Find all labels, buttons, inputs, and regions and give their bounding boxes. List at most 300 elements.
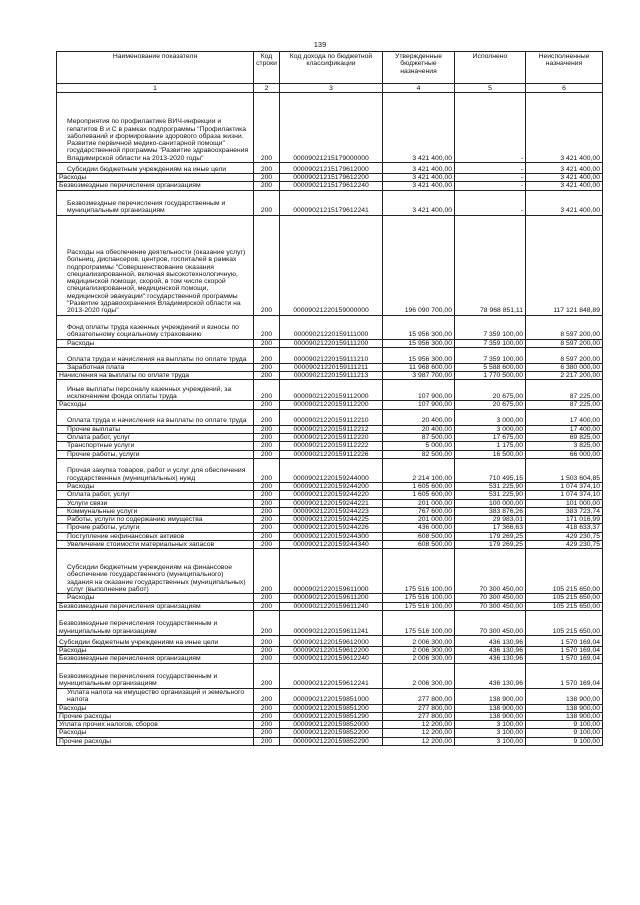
row-name-cell: Расходы (57, 339, 254, 347)
header-approved: Утвержденные бюджетные назначения (383, 52, 455, 84)
table-row (57, 516, 603, 524)
table-row (57, 655, 603, 663)
row-line-code-cell: 200 (254, 549, 280, 594)
row-approved-cell: 12 200,00 (383, 721, 455, 729)
row-unexecuted-cell: 138 900,00 (526, 712, 603, 720)
col-number: 2 (254, 84, 280, 93)
row-name-cell: Уплата налога на имущество организаций и земельного налога (57, 688, 254, 704)
row-income-code-cell: 00009021220159000000 (280, 215, 383, 315)
table-row (57, 190, 603, 215)
table-row (57, 532, 603, 540)
row-name-cell: Начисления на выплаты по оплате труда (57, 372, 254, 380)
row-line-code-cell: 200 (254, 174, 280, 182)
row-executed-cell: 70 300 450,00 (455, 594, 526, 602)
row-executed-cell: 20 675,00 (455, 401, 526, 409)
row-line-code-cell: 200 (254, 482, 280, 490)
row-unexecuted-cell: 9 100,00 (526, 729, 603, 737)
row-approved-cell: 175 516 100,00 (383, 549, 455, 594)
row-executed-cell: 436 130,96 (455, 655, 526, 663)
row-executed-cell: 3 100,00 (455, 721, 526, 729)
row-line-code-cell: 200 (254, 442, 280, 450)
row-approved-cell: 3 987 700,00 (383, 372, 455, 380)
row-name-cell: Расходы (57, 174, 254, 182)
row-unexecuted-cell: 3 421 400,00 (526, 163, 603, 174)
row-name-cell: Безвозмездные перечисления государственным и муниципальным организациям (57, 610, 254, 635)
row-name-cell: Расходы (57, 482, 254, 490)
row-executed-cell: 20 675,00 (455, 380, 526, 401)
row-line-code-cell: 200 (254, 190, 280, 215)
table-row (57, 499, 603, 507)
header-unexecuted: Неисполненные назначения (526, 52, 603, 84)
row-approved-cell: 3 421 400,00 (383, 174, 455, 182)
row-approved-cell: 201 000,00 (383, 499, 455, 507)
row-approved-cell: 11 968 600,00 (383, 363, 455, 371)
row-income-code-cell: 00009021220159612200 (280, 646, 383, 654)
table-row (57, 594, 603, 602)
row-approved-cell: 20 400,00 (383, 425, 455, 433)
row-name-cell: Мероприятия по профилактике ВИЧ-инфекции и гепатитов B и C в рамках подпрограммы "Профилактика заболеваний и формирование здорового образа жизни. Развитие первичной медико-санитарной помощи" государственной программы "Развитие здравоохранения Владимирской области на 2013-2020 годы" (57, 93, 254, 163)
row-executed-cell (455, 93, 526, 163)
row-name-cell: Иные выплаты персоналу казенных учреждений, за исключением фонда оплаты труда (57, 380, 254, 401)
row-executed-cell (455, 174, 526, 182)
row-executed-cell: 17 366,63 (455, 524, 526, 532)
row-unexecuted-cell: 3 421 400,00 (526, 190, 603, 215)
row-name-cell: Прочие расходы (57, 737, 254, 745)
row-executed-cell: 70 300 450,00 (455, 602, 526, 610)
row-approved-cell: 436 000,00 (383, 524, 455, 532)
row-name-cell: Оплата работ, услуг (57, 434, 254, 442)
row-line-code-cell: 200 (254, 524, 280, 532)
table-row (57, 347, 603, 363)
row-approved-cell: 277 800,00 (383, 704, 455, 712)
table-row (57, 635, 603, 646)
table-row (57, 688, 603, 704)
row-executed-cell (455, 190, 526, 215)
row-name-cell: Безвозмездные перечисления организациям (57, 602, 254, 610)
row-approved-cell: 201 000,00 (383, 516, 455, 524)
row-approved-cell: 107 900,00 (383, 401, 455, 409)
row-income-code-cell: 00009021220159112220 (280, 434, 383, 442)
header-row-code: Код строки (254, 52, 280, 84)
row-approved-cell: 15 956 300,00 (383, 315, 455, 339)
row-unexecuted-cell: 87 225,00 (526, 380, 603, 401)
row-income-code-cell: 00009021215179612240 (280, 182, 383, 190)
row-approved-cell: 2 006 300,00 (383, 655, 455, 663)
row-approved-cell: 5 000,00 (383, 442, 455, 450)
table-row (57, 524, 603, 532)
row-line-code-cell: 200 (254, 688, 280, 704)
row-executed-cell: 531 225,90 (455, 482, 526, 490)
row-unexecuted-cell: 105 215 650,00 (526, 610, 603, 635)
row-income-code-cell: 00009021220159112222 (280, 442, 383, 450)
row-line-code-cell: 200 (254, 663, 280, 688)
table-row (57, 163, 603, 174)
row-approved-cell: 196 090 700,00 (383, 215, 455, 315)
row-income-code-cell: 00009021220159112212 (280, 425, 383, 433)
row-unexecuted-cell: 171 016,99 (526, 516, 603, 524)
row-line-code-cell: 200 (254, 163, 280, 174)
row-approved-cell: 3 421 400,00 (383, 190, 455, 215)
row-executed-cell: 5 588 600,00 (455, 363, 526, 371)
row-income-code-cell: 00009021220159111200 (280, 339, 383, 347)
row-unexecuted-cell: 3 421 400,00 (526, 93, 603, 163)
row-executed-cell: 1 770 500,00 (455, 372, 526, 380)
row-executed-cell: 16 500,00 (455, 450, 526, 458)
row-executed-cell: 138 900,00 (455, 704, 526, 712)
row-unexecuted-cell: 17 400,00 (526, 425, 603, 433)
row-income-code-cell: 00009021220159112210 (280, 409, 383, 425)
row-executed-cell: 3 000,00 (455, 409, 526, 425)
row-unexecuted-cell: 3 421 400,00 (526, 174, 603, 182)
row-approved-cell: 2 214 100,00 (383, 458, 455, 482)
row-executed-cell: 179 269,25 (455, 532, 526, 540)
col-number: 4 (383, 84, 455, 93)
table-row (57, 737, 603, 745)
row-income-code-cell: 00009021220159244225 (280, 516, 383, 524)
row-executed-cell: 70 300 450,00 (455, 549, 526, 594)
row-income-code-cell: 00009021215179000000 (280, 93, 383, 163)
row-line-code-cell: 200 (254, 363, 280, 371)
table-row (57, 450, 603, 458)
row-unexecuted-cell: 9 100,00 (526, 737, 603, 745)
row-approved-cell: 2 006 300,00 (383, 663, 455, 688)
row-name-cell: Коммунальные услуги (57, 507, 254, 515)
row-unexecuted-cell: 1 074 374,10 (526, 482, 603, 490)
row-line-code-cell: 200 (254, 541, 280, 549)
row-income-code-cell: 00009021220159111211 (280, 363, 383, 371)
row-line-code-cell: 200 (254, 499, 280, 507)
row-name-cell: Прочие расходы (57, 712, 254, 720)
row-unexecuted-cell: 138 900,00 (526, 688, 603, 704)
row-name-cell: Транспортные услуги (57, 442, 254, 450)
row-unexecuted-cell: 418 633,37 (526, 524, 603, 532)
row-name-cell: Безвозмездные перечисления организациям (57, 182, 254, 190)
row-line-code-cell: 200 (254, 721, 280, 729)
row-line-code-cell: 200 (254, 380, 280, 401)
row-unexecuted-cell: 105 215 650,00 (526, 594, 603, 602)
table-row (57, 372, 603, 380)
header-executed: Исполнено (455, 52, 526, 84)
row-name-cell: Оплата работ, услуг (57, 491, 254, 499)
row-line-code-cell: 200 (254, 182, 280, 190)
row-line-code-cell: 200 (254, 635, 280, 646)
table-row (57, 610, 603, 635)
row-income-code-cell: 00009021220159244223 (280, 507, 383, 515)
row-line-code-cell: 200 (254, 491, 280, 499)
row-line-code-cell: 200 (254, 729, 280, 737)
row-unexecuted-cell: 9 100,00 (526, 721, 603, 729)
row-executed-cell: 383 876,26 (455, 507, 526, 515)
row-line-code-cell: 200 (254, 425, 280, 433)
row-approved-cell: 608 500,00 (383, 532, 455, 540)
row-name-cell: Субсидии бюджетным учреждениям на иные цели (57, 163, 254, 174)
row-income-code-cell: 00009021220159611000 (280, 549, 383, 594)
table-header-row (57, 52, 603, 84)
row-name-cell: Увеличение стоимости материальных запасов (57, 541, 254, 549)
row-unexecuted-cell: 105 215 650,00 (526, 602, 603, 610)
row-unexecuted-cell: 17 400,00 (526, 409, 603, 425)
row-income-code-cell: 00009021220159112200 (280, 401, 383, 409)
row-income-code-cell: 00009021215179612200 (280, 174, 383, 182)
row-name-cell: Безвозмездные перечисления организациям (57, 655, 254, 663)
row-unexecuted-cell: 101 000,00 (526, 499, 603, 507)
row-unexecuted-cell: 383 723,74 (526, 507, 603, 515)
row-name-cell: Фонд оплаты труда казенных учреждений и взносы по обязательному социальному страхованию (57, 315, 254, 339)
row-line-code-cell: 200 (254, 372, 280, 380)
row-executed-cell: 710 495,15 (455, 458, 526, 482)
row-income-code-cell: 00009021220159244226 (280, 524, 383, 532)
row-line-code-cell: 200 (254, 516, 280, 524)
row-income-code-cell: 00009021220159112000 (280, 380, 383, 401)
row-executed-cell: 531 225,90 (455, 491, 526, 499)
row-line-code-cell: 200 (254, 610, 280, 635)
row-approved-cell: 175 516 100,00 (383, 594, 455, 602)
page-number: 139 (313, 40, 327, 49)
row-income-code-cell: 00009021220159852000 (280, 721, 383, 729)
header-income-code: Код дохода по бюджетной классификации (280, 52, 383, 84)
row-line-code-cell: 200 (254, 93, 280, 163)
row-unexecuted-cell: 117 121 848,89 (526, 215, 603, 315)
row-approved-cell: 15 956 300,00 (383, 339, 455, 347)
row-approved-cell: 3 421 400,00 (383, 182, 455, 190)
row-name-cell: Расходы (57, 704, 254, 712)
row-income-code-cell: 00009021220159112226 (280, 450, 383, 458)
row-income-code-cell: 00009021220159244221 (280, 499, 383, 507)
row-unexecuted-cell: 429 230,75 (526, 541, 603, 549)
row-line-code-cell: 200 (254, 347, 280, 363)
row-name-cell: Прочие выплаты (57, 425, 254, 433)
row-approved-cell: 175 516 100,00 (383, 602, 455, 610)
row-income-code-cell: 00009021220159612241 (280, 663, 383, 688)
row-executed-cell: 17 675,00 (455, 434, 526, 442)
row-income-code-cell: 00009021220159244200 (280, 482, 383, 490)
row-approved-cell: 2 006 300,00 (383, 646, 455, 654)
row-income-code-cell: 00009021220159244300 (280, 532, 383, 540)
table-row (57, 646, 603, 654)
table-row (57, 602, 603, 610)
table-row (57, 434, 603, 442)
row-approved-cell: 277 800,00 (383, 712, 455, 720)
row-name-cell: Уплата прочих налогов, сборов (57, 721, 254, 729)
row-line-code-cell: 200 (254, 594, 280, 602)
row-income-code-cell: 00009021220159852200 (280, 729, 383, 737)
row-approved-cell: 175 516 100,00 (383, 610, 455, 635)
row-executed-cell: 7 359 100,00 (455, 347, 526, 363)
row-income-code-cell: 00009021220159851000 (280, 688, 383, 704)
col-number: 6 (526, 84, 603, 93)
table-row (57, 549, 603, 594)
row-executed-cell: 138 900,00 (455, 712, 526, 720)
row-income-code-cell: 00009021220159851200 (280, 704, 383, 712)
row-line-code-cell: 200 (254, 655, 280, 663)
row-name-cell: Расходы (57, 729, 254, 737)
table-body (57, 93, 603, 746)
row-name-cell: Субсидии бюджетным учреждениям на иные цели (57, 635, 254, 646)
row-income-code-cell: 00009021220159611241 (280, 610, 383, 635)
row-line-code-cell: 200 (254, 704, 280, 712)
row-executed-cell: 70 300 450,00 (455, 610, 526, 635)
row-executed-cell: 179 269,25 (455, 541, 526, 549)
row-unexecuted-cell: 429 230,75 (526, 532, 603, 540)
table-row (57, 541, 603, 549)
row-approved-cell: 12 200,00 (383, 737, 455, 745)
row-name-cell: Расходы (57, 646, 254, 654)
row-line-code-cell: 200 (254, 532, 280, 540)
row-approved-cell: 2 006 300,00 (383, 635, 455, 646)
row-executed-cell: 3 100,00 (455, 737, 526, 745)
row-unexecuted-cell: 1 570 169,04 (526, 646, 603, 654)
row-executed-cell: 29 983,01 (455, 516, 526, 524)
row-name-cell: Расходы на обеспечение деятельности (оказание услуг) больниц, диспансеров, центров, госпиталей в рамках подпрограммы "Совершенствование оказания специализированной, включая высокотехнологичную, медицинской помощи, скорой, в том числе скорой специализированной, медицинской помощи, медицинской эвакуации" государственной программы "Развитие здравоохранения Владимирской области на 2013-2020 годы" (57, 215, 254, 315)
col-number: 5 (455, 84, 526, 93)
row-approved-cell: 1 605 600,00 (383, 482, 455, 490)
row-income-code-cell: 00009021215179612000 (280, 163, 383, 174)
row-unexecuted-cell: 87 225,00 (526, 401, 603, 409)
row-name-cell: Безвозмездные перечисления государственным и муниципальным организациям (57, 190, 254, 215)
row-line-code-cell: 200 (254, 450, 280, 458)
row-name-cell: Прочие работы, услуги (57, 450, 254, 458)
table-row (57, 409, 603, 425)
row-executed-cell: 7 359 100,00 (455, 315, 526, 339)
table-row (57, 704, 603, 712)
row-unexecuted-cell: 8 597 200,00 (526, 339, 603, 347)
row-line-code-cell: 200 (254, 315, 280, 339)
row-name-cell: Расходы (57, 401, 254, 409)
row-approved-cell: 82 500,00 (383, 450, 455, 458)
row-unexecuted-cell: 1 503 604,85 (526, 458, 603, 482)
row-name-cell: Услуги связи (57, 499, 254, 507)
row-approved-cell: 12 200,00 (383, 729, 455, 737)
row-unexecuted-cell: 1 570 169,04 (526, 663, 603, 688)
row-name-cell: Заработная плата (57, 363, 254, 371)
row-line-code-cell: 200 (254, 507, 280, 515)
row-income-code-cell: 00009021220159612240 (280, 655, 383, 663)
row-income-code-cell: 00009021220159611240 (280, 602, 383, 610)
row-executed-cell: 436 130,96 (455, 646, 526, 654)
row-name-cell: Прочие работы, услуги (57, 524, 254, 532)
row-income-code-cell: 00009021215179612241 (280, 190, 383, 215)
row-line-code-cell: 200 (254, 602, 280, 610)
row-approved-cell: 15 956 300,00 (383, 347, 455, 363)
row-line-code-cell: 200 (254, 215, 280, 315)
table-row (57, 363, 603, 371)
table-row (57, 507, 603, 515)
col-number: 3 (280, 84, 383, 93)
row-approved-cell: 3 421 400,00 (383, 93, 455, 163)
table-row (57, 491, 603, 499)
row-income-code-cell: 00009021220159111210 (280, 347, 383, 363)
table-row (57, 721, 603, 729)
row-unexecuted-cell: 3 825,00 (526, 442, 603, 450)
row-name-cell: Прочая закупка товаров, работ и услуг для обеспечения государственных (муниципальных) нужд (57, 458, 254, 482)
row-unexecuted-cell: 66 000,00 (526, 450, 603, 458)
row-executed-cell: 3 000,00 (455, 425, 526, 433)
table-row (57, 663, 603, 688)
table-row (57, 182, 603, 190)
table-row (57, 93, 603, 163)
row-income-code-cell: 00009021220159244000 (280, 458, 383, 482)
row-unexecuted-cell: 2 217 200,00 (526, 372, 603, 380)
row-approved-cell: 1 605 600,00 (383, 491, 455, 499)
row-executed-cell: 436 130,96 (455, 663, 526, 688)
table-row (57, 380, 603, 401)
row-executed-cell: 436 130,96 (455, 635, 526, 646)
table-row (57, 458, 603, 482)
row-approved-cell: 767 600,00 (383, 507, 455, 515)
row-income-code-cell: 00009021220159244340 (280, 541, 383, 549)
header-name: Наименование показателя (57, 52, 254, 84)
row-name-cell: Оплата труда и начисления на выплаты по оплате труда (57, 347, 254, 363)
row-name-cell: Поступление нефинансовых активов (57, 532, 254, 540)
row-approved-cell: 87 500,00 (383, 434, 455, 442)
row-executed-cell: 100 000,00 (455, 499, 526, 507)
row-line-code-cell: 200 (254, 401, 280, 409)
row-name-cell: Работы, услуги по содержанию имущества (57, 516, 254, 524)
row-line-code-cell: 200 (254, 737, 280, 745)
row-name-cell: Расходы (57, 594, 254, 602)
column-number-row (57, 84, 603, 93)
table-row (57, 425, 603, 433)
row-unexecuted-cell: 1 074 374,10 (526, 491, 603, 499)
table-row (57, 712, 603, 720)
row-approved-cell: 277 800,00 (383, 688, 455, 704)
row-approved-cell: 20 400,00 (383, 409, 455, 425)
row-income-code-cell: 00009021220159851290 (280, 712, 383, 720)
col-number: 1 (57, 84, 254, 93)
table-row (57, 482, 603, 490)
row-line-code-cell: 200 (254, 434, 280, 442)
row-income-code-cell: 00009021220159244220 (280, 491, 383, 499)
row-executed-cell: 78 968 851,11 (455, 215, 526, 315)
row-executed-cell (455, 182, 526, 190)
row-executed-cell: 7 359 100,00 (455, 339, 526, 347)
row-income-code-cell: 00009021220159111213 (280, 372, 383, 380)
row-name-cell: Оплата труда и начисления на выплаты по оплате труда (57, 409, 254, 425)
row-executed-cell: 138 900,00 (455, 688, 526, 704)
row-line-code-cell: 200 (254, 458, 280, 482)
row-executed-cell: 3 100,00 (455, 729, 526, 737)
row-approved-cell: 3 421 400,00 (383, 163, 455, 174)
table-row (57, 442, 603, 450)
row-income-code-cell: 00009021220159612000 (280, 635, 383, 646)
row-unexecuted-cell: 69 825,00 (526, 434, 603, 442)
row-income-code-cell: 00009021220159611200 (280, 594, 383, 602)
row-unexecuted-cell: 1 570 169,04 (526, 655, 603, 663)
budget-execution-table (56, 51, 603, 746)
row-unexecuted-cell: 8 597 200,00 (526, 315, 603, 339)
row-unexecuted-cell: 105 215 650,00 (526, 549, 603, 594)
row-executed-cell: 1 175,00 (455, 442, 526, 450)
row-approved-cell: 107 900,00 (383, 380, 455, 401)
row-income-code-cell: 00009021220159111000 (280, 315, 383, 339)
row-unexecuted-cell: 8 597 200,00 (526, 347, 603, 363)
table-row (57, 729, 603, 737)
row-approved-cell: 608 500,00 (383, 541, 455, 549)
row-line-code-cell: 200 (254, 646, 280, 654)
row-income-code-cell: 00009021220159852290 (280, 737, 383, 745)
table-row (57, 401, 603, 409)
row-line-code-cell: 200 (254, 409, 280, 425)
row-line-code-cell: 200 (254, 339, 280, 347)
row-executed-cell (455, 163, 526, 174)
row-unexecuted-cell: 3 421 400,00 (526, 182, 603, 190)
row-line-code-cell: 200 (254, 712, 280, 720)
table-row (57, 315, 603, 339)
table-row (57, 339, 603, 347)
row-unexecuted-cell: 6 380 000,00 (526, 363, 603, 371)
row-name-cell: Безвозмездные перечисления государственным и муниципальным организациям (57, 663, 254, 688)
row-unexecuted-cell: 1 570 169,04 (526, 635, 603, 646)
